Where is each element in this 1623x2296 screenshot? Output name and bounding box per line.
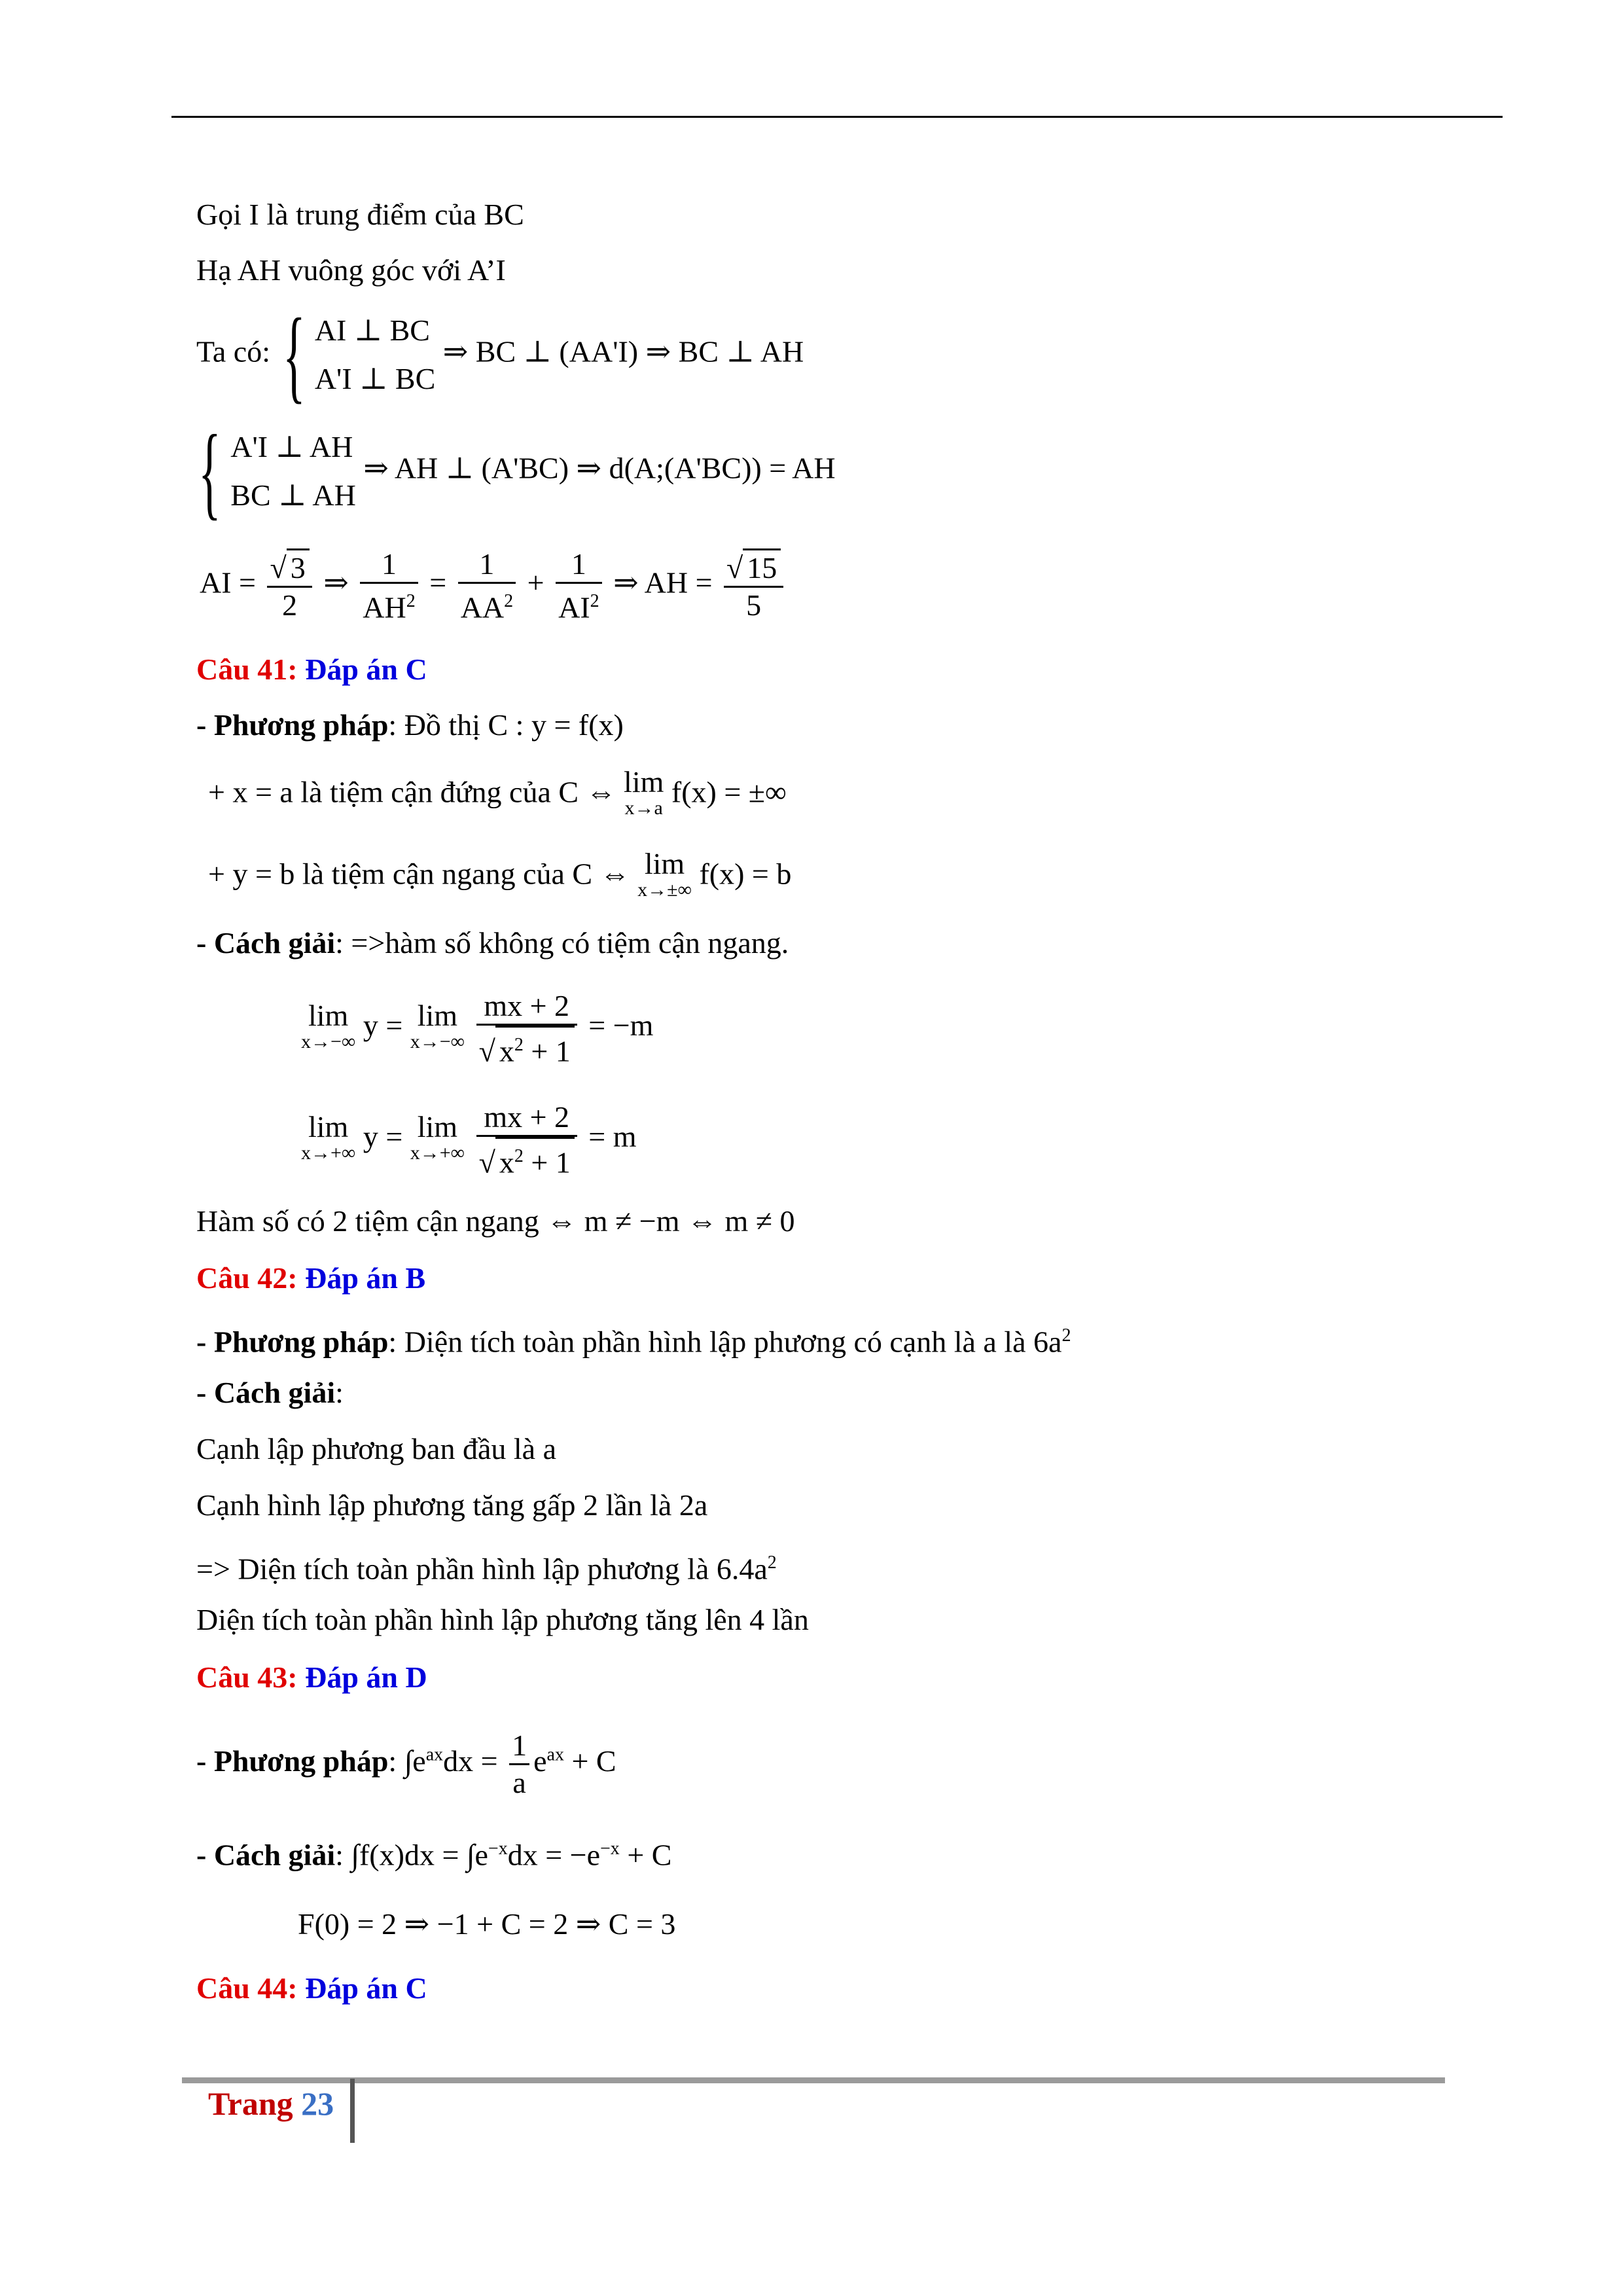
q41-solution: - Cách giải: =>hàm số không có tiệm cận ngang. bbox=[196, 926, 789, 960]
q41-rule-vertical: + x = a là tiệm cận đứng của C ⇔ lim x→a f(x) = ±∞ bbox=[208, 765, 787, 819]
equation-system-2: { A'I ⊥ AH BC ⊥ AH ⇒ AH ⊥ (A'BC) ⇒ d(A;(A'BC)) = AH bbox=[198, 413, 836, 529]
q43-method: - Phương pháp: $\int e^{ax}dx$ = $\frac{1}{a}$ $e^{ax} + C$ bbox=[196, 1729, 616, 1799]
q41-method: - Phương pháp: Đồ thị C : y = f(x) bbox=[196, 708, 624, 742]
q41-limit-minus: lim x→−∞ y = lim x→−∞ $\frac{mx + 2}{√ x^2 + 1}$ = −m bbox=[301, 989, 654, 1068]
q41-limit-plus: lim x→+∞ y = lim x→+∞ $\frac{mx + 2}{√ x^2 + 1}$ = m bbox=[301, 1100, 637, 1179]
brace: { bbox=[282, 296, 306, 413]
header-rule bbox=[171, 116, 1503, 118]
q41-conclusion: Hàm số có 2 tiệm cận ngang ⇔ m ≠ −m ⇔ m ≠ 0 bbox=[196, 1204, 795, 1238]
footer-rule bbox=[182, 2077, 1445, 2083]
q43-solution: - Cách giải: $\int f(x)dx = \int e^{-x}dx = -e^{-x} + C$ bbox=[196, 1838, 672, 1872]
footer-divider bbox=[350, 2079, 355, 2143]
brace: { bbox=[198, 413, 221, 529]
q42-step: => Diện tích toàn phần hình lập phương là $6.4a^2$ bbox=[196, 1552, 777, 1586]
q42-step: Diện tích toàn phần hình lập phương tăng lên 4 lần bbox=[196, 1603, 809, 1636]
question-43-heading: Câu 43: Đáp án D bbox=[196, 1660, 427, 1694]
text-line: Gọi I là trung điểm của BC bbox=[196, 198, 524, 231]
equation-ah: AI = $\frac{√ 3}{2}$ ⇒ $\frac{1}{AH^2}$ = $\frac{1}{AA^2}$ + $\frac{1}{AI^2}$ ⇒ AH = $\frac{√ 15}{5}$ bbox=[200, 547, 787, 625]
equation-system-1: Ta có: { AI ⊥ BC A'I ⊥ BC ⇒ BC ⊥ (AA'I) ⇒ BC ⊥ AH bbox=[196, 296, 804, 413]
question-44-heading: Câu 44: Đáp án C bbox=[196, 1971, 427, 2005]
q42-step: Cạnh hình lập phương tăng gấp 2 lần là 2a bbox=[196, 1488, 708, 1522]
question-41-heading: Câu 41: Đáp án C bbox=[196, 653, 427, 686]
q43-f0: F(0) = 2 ⇒ −1 + C = 2 ⇒ C = 3 bbox=[298, 1907, 676, 1941]
q42-method: - Phương pháp: Diện tích toàn phần hình lập phương có cạnh là a là $6a^2$ bbox=[196, 1325, 1071, 1359]
text-line: Hạ AH vuông góc với A’I bbox=[196, 253, 506, 287]
q41-rule-horizontal: + y = b là tiệm cận ngang của C ⇔ lim x→±∞ f(x) = b bbox=[208, 847, 792, 901]
page-footer: Trang 23 bbox=[208, 2085, 334, 2122]
q42-solution: - Cách giải: bbox=[196, 1376, 344, 1409]
question-42-heading: Câu 42: Đáp án B bbox=[196, 1261, 426, 1295]
page-number: 23 bbox=[301, 2085, 334, 2122]
q42-step: Cạnh lập phương ban đầu là a bbox=[196, 1432, 557, 1465]
